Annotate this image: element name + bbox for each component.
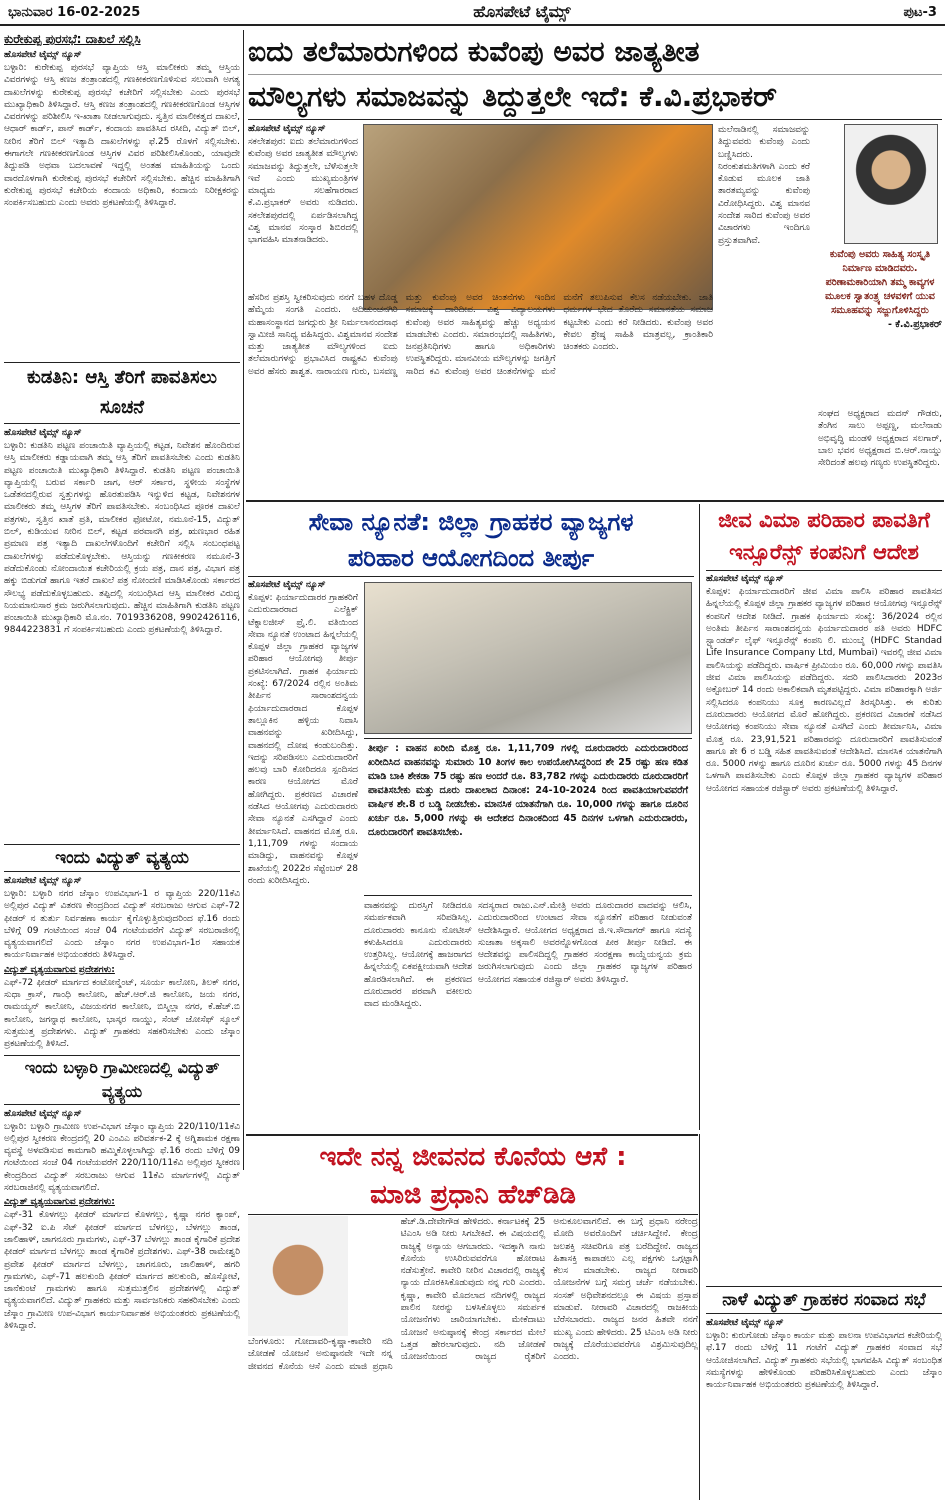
article-byline: ಹೊಸಪೇಟೆ ಟೈಮ್ಸ್ ನ್ಯೂಸ್ <box>248 580 326 590</box>
photo-spacer <box>248 1216 393 1336</box>
masthead <box>0 0 945 26</box>
article-body: ಮಲೆನಾಡಿನಲ್ಲಿ ಸಮಾಜವನ್ನು ತಿದ್ದುವವರು ಕುವೆಂಪು ಎಂದು ಬಣ್ಣಿಸಿದರು. ನಿರಂಕುಶಮತಿಗಳಾಗಿ ಎಂದು ಕರೆ ಕೊಡುವ ಮೂಲಕ ಜಾತಿ ತಾರತಮ್ಯವನ್ನು ಕುವೆಂಪು ವಿರೋಧಿಸಿದ್ದರು. ವಿಶ್ವ ಮಾನವ ಸಂದೇಶ ಸಾರಿದ ಕುವೆಂಪು ಅವರ ವಿಚಾರಗಳು ಇಂದಿಗೂ ಪ್ರಸ್ತುತವಾಗಿವೆ. <box>718 125 810 246</box>
insurance-article <box>706 504 942 1184</box>
article-byline: ಹೊಸಪೇಟೆ ಟೈಮ್ಸ್ ನ್ಯೂಸ್ <box>706 1318 784 1328</box>
speaker-portrait <box>844 124 938 244</box>
column-divider <box>699 1134 700 1500</box>
insurance-headline: ಜೀವ ವಿಮಾ ಪರಿಹಾರ ಪಾವತಿಗೆ ಇನ್ಸೂರೆನ್ಸ್ ಕಂಪನಿಗೆ ಆದೇಶ <box>706 504 942 571</box>
article-body: ಬಳ್ಳಾರಿ: ಬಳ್ಳಾರಿ ಗ್ರಾಮೀಣ ಉಪ-ವಿಭಾಗ ಜೆಸ್ಕಾಂ ವ್ಯಾಪ್ತಿಯ 220/110/11ಕೆವಿ ಅಲ್ಲಿಪುರ ಸ್ವೀಕರಣ ಕೇಂದ್ರದಲ್ಲಿ 20 ಎಂವಿಎ ಪರಿವರ್ತಕ-2 ಕ್ಕೆ ಅಗ್ನಿಶಾಮಕ ರಕ್ಷಣಾ ವ್ಯವಸ್ಥೆ ಅಳವಡಿಸುವ ಕಾಮಗಾರಿ ಹಮ್ಮಿಕೊಳ್ಳಲಾಗಿದ್ದು ಫೆ.16 ರಂದು ಬೆಳಿಗ್ಗೆ 09 ಗಂಟೆಯಿಂದ ಸಂಜೆ 04 ಗಂಟೆಯವರೆಗೆ 220/110/11ಕೆವಿ ಅಲ್ಲಿಪುರ ಸ್ವೀಕರಣ ಕೇಂದ್ರದಿಂದ ವಿದ್ಯುತ್ ಸರಬರಾಜು ಆಗುವ 11ಕೆವಿ ಮಾರ್ಗಗಳಲ್ಲಿ ವಿದ್ಯುತ್ ಸರಬರಾಜಿನಲ್ಲಿ ವ್ಯತ್ಯಯವಾಗಲಿದೆ. <box>4 1121 240 1194</box>
pull-quote <box>818 248 942 408</box>
article-body: ಬೆಂಗಳೂರು: ಗೋದಾವರಿ-ಕೃಷ್ಣಾ-ಕಾವೇರಿ ನದಿ ಜೋಡಣೆ ಯೋಜನೆ ಅನುಷ್ಠಾನವೇ ಇದೇ ನನ್ನ ಜೀವನದ ಕೊನೆಯ ಆಸೆ ಎಂದು ಮಾಜಿ ಪ್ರಧಾನಿ ಹೆಚ್.ಡಿ.ದೇವೇಗೌಡ ಹೇಳಿದರು. ಕರ್ನಾಟಕಕ್ಕೆ 25 ಟಿಎಂಸಿ ಅಡಿ ನೀರು ಸಿಗಬೇಕಿದೆ. ಈ ವಿಷಯದಲ್ಲಿ ರಾಜ್ಯಕ್ಕೆ ಅನ್ಯಾಯ ಆಗಬಾರದು. ಇದಕ್ಕಾಗಿ ನಾನು ಕೊನೆಯ ಉಸಿರಿರುವವರೆಗೂ ಹೋರಾಟ ನಡೆಸುತ್ತೇನೆ. ಕಾವೇರಿ ನೀರಿನ ವಿಚಾರದಲ್ಲಿ ರಾಜ್ಯಕ್ಕೆ ನ್ಯಾಯ ದೊರಕಿಸಿಕೊಡುವುದು ನನ್ನ ಗುರಿ ಎಂದರು. ಕೃಷ್ಣಾ, ಕಾವೇರಿ ಮೊದಲಾದ ನದಿಗಳಲ್ಲಿ ರಾಜ್ಯದ ಪಾಲಿನ ನೀರನ್ನು ಬಳಸಿಕೊಳ್ಳಲು ಸಮರ್ಪಕ ಯೋಜನೆಗಳು ಜಾರಿಯಾಗಬೇಕು. ಮೇಕೆದಾಟು ಯೋಜನೆ ಅನುಷ್ಠಾನಕ್ಕೆ ಕೇಂದ್ರ ಸರ್ಕಾರದ ಮೇಲೆ ಒತ್ತಡ ಹೇರಲಾಗುವುದು. ನದಿ ಜೋಡಣೆ ಯೋಜನೆಯಿಂದ ರಾಜ್ಯದ ರೈತರಿಗೆ ಅನುಕೂಲವಾಗಲಿದೆ. ಈ ಬಗ್ಗೆ ಪ್ರಧಾನಿ ನರೇಂದ್ರ ಮೋದಿ ಅವರೊಂದಿಗೆ ಚರ್ಚಿಸಿದ್ದೇನೆ. ಕೇಂದ್ರ ಜಲಶಕ್ತಿ ಸಚಿವರಿಗೂ ಪತ್ರ ಬರೆದಿದ್ದೇನೆ. ರಾಜ್ಯದ ಹಿತಾಸಕ್ತಿ ಕಾಪಾಡಲು ಎಲ್ಲ ಪಕ್ಷಗಳು ಒಗ್ಗಟ್ಟಾಗಿ ಕೆಲಸ ಮಾಡಬೇಕು. ರಾಜ್ಯದ ನೀರಾವರಿ ಯೋಜನೆಗಳ ಬಗ್ಗೆ ಸಮಗ್ರ ಚರ್ಚೆ ನಡೆಯಬೇಕು. ಸಂಸತ್ ಅಧಿವೇಶನದಲ್ಲೂ ಈ ವಿಷಯ ಪ್ರಸ್ತಾಪ ಮಾಡುವೆ. ನೀರಾವರಿ ವಿಚಾರದಲ್ಲಿ ರಾಜಕೀಯ ಬೆರೆಸಬಾರದು. ರಾಜ್ಯದ ಜನರ ಹಿತವೇ ನನಗೆ ಮುಖ್ಯ ಎಂದು ಹೇಳಿದರು. 25 ಟಿಎಂಸಿ ಅಡಿ ನೀರು ರಾಜ್ಯಕ್ಕೆ ದೊರೆಯುವವರೆಗೂ ವಿಶ್ರಮಿಸುವುದಿಲ್ಲ ಎಂದರು. <box>248 1217 698 1372</box>
article-power-cut-rural <box>4 1055 240 1333</box>
lead-article <box>248 30 942 500</box>
article-body: ಸಂಘದ ಅಧ್ಯಕ್ಷರಾದ ಮದನ್ ಗೌಡರು, ತೆಂಗಿನ ಸಾಲು ಅಪ್ಪಣ್ಣ, ಮಲೆನಾಡು ಅಭಿವೃದ್ಧಿ ಮಂಡಳಿ ಅಧ್ಯಕ್ಷರಾದ ಸಲಗಾರ್, ಬಾಲ ಭವನ ಅಧ್ಯಕ್ಷರಾದ ಬಿ.ಆರ್.ನಾಯ್ಡು ಸೇರಿದಂತೆ ಹಲವು ಗಣ್ಯರು ಉಪಸ್ಥಿತರಿದ್ದರು. <box>818 409 942 469</box>
article-body: ಕೊಪ್ಪಳ: ಫಿರ್ಯಾದುದಾರರಿಗೆ ಜೀವ ವಿಮಾ ಪಾಲಿಸಿ ಪರಿಹಾರ ಪಾವತಿಸದ ಹಿನ್ನಲೆಯಲ್ಲಿ ಕೊಪ್ಪಳ ಜಿಲ್ಲಾ ಗ್ರಾಹಕರ ವ್ಯಾಜ್ಯಗಳ ಪರಿಹಾರ ಆಯೋಗವು ಇನ್ಸೂರೆನ್ಸ್ ಕಂಪನಿಗೆ ಆದೇಶ ನೀಡಿದೆ. ಗ್ರಾಹಕ ಫಿರ್ಯಾದು ಸಂಖ್ಯೆ: 36/2024 ರಲ್ಲಿನ ಅಂತಿಮ ತೀರ್ಪಿನ ಸಾರಾಂಶದನ್ವಯ ಫಿರ್ಯಾದುದಾರರ ಪತಿ ಅವರು HDFC ಸ್ಟ್ಯಾಂಡರ್ಡ್ ಲೈಫ್ ಇನ್ಸೂರೆನ್ಸ್ ಕಂಪನಿ ಲಿ. ಮುಂಬೈ (HDFC Standad Life Insurance Company Ltd, Mumbai) ಇವರಲ್ಲಿ ಜೀವ ವಿಮಾ ಪಾಲಿಸಿಯನ್ನು ಪಡೆದಿದ್ದರು. ವಾರ್ಷಿಕ ಪ್ರೀಮಿಯಂ ರೂ. 60,000 ಗಳನ್ನು ಪಾವತಿಸಿ ಜೀವ ವಿಮಾ ಪಾಲಿಸಿಯನ್ನು ಪಡೆದಿದ್ದರು. ಸದರಿ ಪಾಲಿಸಿದಾರರು 2023ರ ಅಕ್ಟೋಬರ್ 14 ರಂದು ಅಕಾಲಿಕವಾಗಿ ಮೃತಪಟ್ಟಿದ್ದರು. ವಿಮಾ ಪರಿಹಾರಕ್ಕಾಗಿ ಅರ್ಜಿ ಸಲ್ಲಿಸಿದರೂ ಕಂಪನಿಯು ಸೂಕ್ತ ಕಾರಣವಿಲ್ಲದೆ ತಿರಸ್ಕರಿಸಿತ್ತು. ಈ ಕುರಿತು ದೂರುದಾರರು ಆಯೋಗದ ಮೊರೆ ಹೋಗಿದ್ದರು. ಪ್ರಕರಣದ ವಿಚಾರಣೆ ನಡೆಸಿದ ಆಯೋಗವು ಕಂಪನಿಯು ಸೇವಾ ನ್ಯೂನತೆ ಎಸಗಿದೆ ಎಂದು ತೀರ್ಮಾನಿಸಿ, ವಿಮಾ ಮೊತ್ತ ರೂ. 23,91,521 ಪರಿಹಾರವನ್ನು ದೂರುದಾರರಿಗೆ ಪಾವತಿಸುವಂತೆ ಹಾಗೂ ಶೇ 6 ರ ಬಡ್ಡಿ ಸಹಿತ ಪಾವತಿಸುವಂತೆ ಆದೇಶಿಸಿದೆ. ಮಾನಸಿಕ ಯಾತನೆಗಾಗಿ ರೂ. 5000 ಗಳನ್ನು ಹಾಗೂ ದೂರಿನ ಖರ್ಚು ರೂ. 5000 ಗಳನ್ನು 45 ದಿನಗಳ ಒಳಗಾಗಿ ಪಾವತಿಸಬೇಕು ಎಂದು ಕೊಪ್ಪಳ ಜಿಲ್ಲಾ ಗ್ರಾಹಕರ ವ್ಯಾಜ್ಯಗಳ ಪರಿಹಾರ ಆಯೋಗದ ಸಹಾಯಕ ರಜಿಸ್ಟ್ರಾರ್ ಅವರು ಪ್ರಕಟಣೆಯಲ್ಲಿ ತಿಳಿಸಿದ್ದಾರೆ. <box>706 587 942 794</box>
article-byline: ಹೊಸಪೇಟೆ ಟೈಮ್ಸ್ ನ್ಯೂಸ್ <box>248 124 326 134</box>
article-kurekuppa <box>4 32 240 358</box>
section-divider <box>246 1134 698 1136</box>
article-byline: ಹೊಸಪೇಟೆ ಟೈಮ್ಸ್ ನ್ಯೂಸ್ <box>4 50 82 60</box>
article-body: ಬಳ್ಳಾರಿ: ಕುರೇಕುಪ್ಪ ಪುರಸಭೆ ವ್ಯಾಪ್ತಿಯ ಆಸ್ತಿ ಮಾಲೀಕರು ತಮ್ಮ ಆಸ್ತಿಯ ವಿವರಗಳನ್ನು ಆಸ್ತಿ ಕಣಜ ತಂತ್ರಾಂಶದಲ್ಲಿ ಗಣಕೀಕರಣಗೊಳಿಸುವ ಸಲುವಾಗಿ ಅಗತ್ಯ ದಾಖಲೆಗಳನ್ನು ಕುರೇಕುಪ್ಪ ಪುರಸಭೆ ಕಚೇರಿಗೆ ಸಲ್ಲಿಸಬೇಕು ಎಂದು ಪುರಸಭೆ ಮುಖ್ಯಾಧಿಕಾರಿ ತಿಳಿಸಿದ್ದಾರೆ. ಆಸ್ತಿ ಕಣಜ ತಂತ್ರಾಂಶದಲ್ಲಿ ಗಣಕೀಕರಣಗೊಂಡ ಆಸ್ತಿಗಳ ವಿವರಗಳನ್ನು ಪರಿಶೀಲಿಸಿ ಇ-ಖಾತಾ ನೀಡಲಾಗುವುದು. ಸ್ವತ್ತಿನ ಮಾಲೀಕತ್ವದ ದಾಖಲೆ, ಆಧಾರ್ ಕಾರ್ಡ್, ಪಾನ್ ಕಾರ್ಡ್, ಕಂದಾಯ ಪಾವತಿಸಿದ ರಸೀದಿ, ವಿದ್ಯುತ್ ಬಿಲ್, ನೀರಿನ ತೆರಿಗೆ ಬಿಲ್ ಇತ್ಯಾದಿ ದಾಖಲೆಗಳನ್ನು ಫೆ.25 ರೊಳಗೆ ಸಲ್ಲಿಸಬೇಕು. ಈಗಾಗಲೇ ಗಣಕೀಕರಣಗೊಂಡ ಆಸ್ತಿಗಳ ವಿವರ ಪರಿಶೀಲಿಸಿಕೊಂಡು, ಯಾವುದೇ ತಿದ್ದುಪಡಿ ಅಥವಾ ಬದಲಾವಣೆ ಇದ್ದಲ್ಲಿ ಅಂತಹ ಮಾಹಿತಿಯನ್ನು ಒಂದು ವಾರದೊಳಗಾಗಿ ಕುರೇಕುಪ್ಪ ಪುರಸಭೆ ಕಚೇರಿಗೆ ಸಲ್ಲಿಸಬೇಕು. ಹೆಚ್ಚಿನ ಮಾಹಿತಿಗಾಗಿ ಕುರೇಕುಪ್ಪ ಪುರಸಭೆ ಕಚೇರಿಯ ಕಂದಾಯ ಅಧಿಕಾರಿ, ಕಂದಾಯ ನಿರೀಕ್ಷಕರನ್ನು ಸಂಪರ್ಕಿಸಬಹುದು ಎಂದು ಅವರು ಪ್ರಕಟಣೆಯಲ್ಲಿ ತಿಳಿಸಿದ್ದಾರೆ. <box>4 63 240 209</box>
lead-headline-line2: ಮೌಲ್ಯಗಳು ಸಮಾಜವನ್ನು ತಿದ್ದುತ್ತಲೇ ಇದೆ: ಕೆ.ವಿ.ಪ್ರಭಾಕರ್ <box>248 75 942 120</box>
consumer-col2 <box>364 900 472 1128</box>
article-body: ವಾಹನವನ್ನು ದುರಸ್ತಿಗೆ ನೀಡಿದರೂ ಸಮರ್ಪಕವಾಗಿ ಸರಿಪಡಿಸಿಲ್ಲ. ದೂರುದಾರರು ಕಾನೂನು ನೋಟೀಸ್ ಕಳುಹಿಸಿದರೂ ಎದುರುದಾರರು ಉತ್ತರಿಸಿಲ್ಲ. ಆಯೋಗಕ್ಕೆ ಹಾಜರಾಗದ ಹಿನ್ನಲೆಯಲ್ಲಿ ಏಕಪಕ್ಷೀಯವಾಗಿ ಆದೇಶ ಹೊರಡಿಸಲಾಗಿದೆ. ಈ ಪ್ರಕರಣದ ದೂರುದಾರರ ಪರವಾಗಿ ವಕೀಲರು ವಾದ ಮಂಡಿಸಿದ್ದರು. <box>364 901 472 1010</box>
section-divider <box>246 500 944 502</box>
hdd-headline-line1: ಇದೇ ನನ್ನ ಜೀವನದ ಕೊನೆಯ ಆಸೆ : <box>319 1142 627 1172</box>
quote-text: ಕುವೆಂಪು ಅವರು ಸಾಹಿತ್ಯ ಸಂಸ್ಕೃತಿ ನಿರ್ಮಾಣ ಮಾಡಿದವರು. ಪರಿಣಾಮಕಾರಿಯಾಗಿ ತಮ್ಮ ಕಾವ್ಯಗಳ ಮೂಲಕ ಸ್ವಾತಂತ್ರ್ಯ ಚಳವಳಿಗೆ ಯುವ ಸಮೂಹವನ್ನು ಸಜ್ಜುಗೊಳಿಸಿದ್ದರು <box>825 249 935 316</box>
article-byline: ಹೊಸಪೇಟೆ ಟೈಮ್ಸ್ ನ್ಯೂಸ್ <box>706 574 784 584</box>
article-headline: ಕುರೇಕುಪ್ಪ ಪುರಸಭೆ: ದಾಖಲೆ ಸಲ್ಲಿಸಿ <box>4 32 141 46</box>
newspaper-title: ಹೊಸಪೇಟೆ ಟೈಮ್ಸ್ <box>473 2 571 21</box>
article-subhead: ವಿದ್ಯುತ್ ವ್ಯತ್ಯಯವಾಗುವ ಪ್ರದೇಶಗಳು: <box>4 964 115 975</box>
article-body: ಬಳ್ಳಾರಿ: ಬಳ್ಳಾರಿ ನಗರ ಜೆಸ್ಕಾಂ ಉಪವಿಭಾಗ-1 ರ ವ್ಯಾಪ್ತಿಯ 220/11ಕೆವಿ ಅಲ್ಲಿಪುರ ವಿದ್ಯುತ್ ವಿತರಣ ಕೇಂದ್ರದಿಂದ ವಿದ್ಯುತ್ ಸರಬರಾಜು ಆಗುವ ಎಫ್-72 ಫೀಡರ್ ನ ತುರ್ತು ನಿರ್ವಹಣಾ ಕಾರ್ಯ ಕೈಗೊಳ್ಳುತ್ತಿರುವುದರಿಂದ ಫೆ.16 ರಂದು ಬೆಳಿಗ್ಗೆ 09 ಗಂಟೆಯಿಂದ ಸಂಜೆ 04 ಗಂಟೆಯವರೆಗೆ ವಿದ್ಯುತ್ ಸರಬರಾಜಿನಲ್ಲಿ ವ್ಯತ್ಯಯವಾಗಲಿದೆ ಎಂದು ಜೆಸ್ಕಾಂ ನಗರ ಉಪವಿಭಾಗ-1ರ ಸಹಾಯಕ ಕಾರ್ಯನಿರ್ವಾಹಕ ಅಭಿಯಂತರರು ತಿಳಿಸಿದ್ದಾರೆ. <box>4 889 240 961</box>
article-body: ಎಫ್-72 ಫೀಡರ್ ಮಾರ್ಗದ ಕಂಟೋನ್ಮೆಂಟ್, ಸೂರ್ಯ ಕಾಲೋನಿ, ತಿಲಕ್ ನಗರ, ಸುಧಾ ಕ್ರಾಸ್, ಗಾಂಧಿ ಕಾಲೋನಿ, ಹೆಚ್.ಆರ್.ಜಿ ಕಾಲೋನಿ, ಜಯ ನಗರ, ರಾಮಯ್ಯನ್ ಕಾಲೋನಿ, ವಿಜಯನಗರ ಕಾಲೋನಿ, ಬಿಸ್ಮಿಲ್ಲಾ ನಗರ, ಕೆ.ಹೆಚ್.ಬಿ ಕಾಲೋನಿ, ಜಗನ್ನಾಥ ಕಾಲೋನಿ, ಭಾಸ್ಕರ ನಾಯ್ಡು, ಸೆಂಟ್ ಜೋಸೆಫ್ ಸ್ಕೂಲ್ ಸುತ್ತಮುತ್ತ ಪ್ರದೇಶಗಳು. ವಿದ್ಯುತ್ ಗ್ರಾಹಕರು ಸಹಕರಿಸಬೇಕು ಎಂದು ಜೆಸ್ಕಾಂ ಪ್ರಕಟಣೆಯಲ್ಲಿ ತಿಳಿಸಿದೆ. <box>4 977 240 1050</box>
article-body: ಬಳ್ಳಾರಿ: ಕುಡತಿನಿ ಪಟ್ಟಣ ಪಂಚಾಯಿತಿ ವ್ಯಾಪ್ತಿಯಲ್ಲಿ ಕಟ್ಟಡ, ನಿವೇಶನ ಹೊಂದಿರುವ ಆಸ್ತಿ ಮಾಲೀಕರು ಕಡ್ಡಾಯವಾಗಿ ತಮ್ಮ ಆಸ್ತಿ ತೆರಿಗೆ ಪಾವತಿಸಬೇಕು ಎಂದು ಕುಡತಿನಿ ಪಟ್ಟಣ ಪಂಚಾಯಿತಿ ಮುಖ್ಯಾಧಿಕಾರಿ ತಿಳಿಸಿದ್ದಾರೆ. ಕುಡತಿನಿ ಪಟ್ಟಣ ಪಂಚಾಯಿತಿ ವ್ಯಾಪ್ತಿಯಲ್ಲಿ ಬರುವ ಸರ್ಕಾರಿ ಜಾಗ, ಆರ್ ಸರ್ಕಾರ, ಸ್ಥಳೀಯ ಸಂಸ್ಥೆಗಳ ಒಡೆತನದಲ್ಲಿರುವ ಸ್ವತ್ತುಗಳನ್ನು ಹೊರತುಪಡಿಸಿ ಇನ್ನುಳಿದ ಕಟ್ಟಡ, ನಿವೇಶನಗಳ ಮಾಲೀಕರು ತಮ್ಮ ಆಸ್ತಿಗಳ ತೆರಿಗೆ ಪಾವತಿಸಬೇಕು. ಸಂಬಂಧಿಸಿದ ಪೂರಕ ದಾಖಲೆ ಪತ್ರಗಳು, ಸ್ವತ್ತಿನ ಖಾತೆ ಪ್ರತಿ, ಮಾಲೀಕರ ಫೋಟೋ, ನಮೂನೆ-15, ವಿದ್ಯುತ್ ಬಿಲ್, ಕುಡಿಯುವ ನೀರಿನ ಬಿಲ್, ಕಟ್ಟಡ ಪರವಾನಗಿ ಪತ್ರ, ಋಣಭಾರ ರಹಿತ ಪ್ರಮಾಣ ಪತ್ರ ಇತ್ಯಾದಿ ದಾಖಲೆಗಳೊಂದಿಗೆ ಕಚೇರಿಗೆ ಸಲ್ಲಿಸಿ ಸಂಬಂಧಪಟ್ಟ ದಾಖಲೆಗಳನ್ನು ಪಡೆದುಕೊಳ್ಳಬೇಕು. ಆಸ್ತಿಯನ್ನು ಗಣಕೀಕರಣ ನಮೂನೆ-3 ಪಡೆದುಕೊಂಡು ನೋಂದಾಯಿತ ಕಚೇರಿಯಲ್ಲಿ ಕ್ರಯ ಪತ್ರ, ದಾನ ಪತ್ರ, ವಿಭಾಗ ಪತ್ರ ಹಕ್ಕು ಬಿಡುಗಡೆ ಹಾಗೂ ಇತರೆ ದಾಖಲೆ ಪತ್ರ ನೋಂದಣಿ ಮಾಡಿಸಿಕೊಂಡು ಸರ್ಕಾರದ ಸೌಲಭ್ಯ ಪಡೆದುಕೊಳ್ಳಬಹುದು. ತಪ್ಪಿದಲ್ಲಿ ಸಂಬಂಧಿಸಿದ ಆಸ್ತಿ ಮಾಲೀಕರ ವಿರುದ್ಧ ನಿಯಮಾನುಸಾರ ಕ್ರಮ ಜರುಗಿಸಲಾಗುವುದು. ಹೆಚ್ಚಿನ ಮಾಹಿತಿಗಾಗಿ ಕುಡತಿನಿ ಪಟ್ಟಣ ಪಂಚಾಯಿತಿ ಮುಖ್ಯಾಧಿಕಾರಿ ಮೊ.ನಂ. 7019336208, 9902426116, 9844223831 ಗೆ ಸಂಪರ್ಕಿಸಬಹುದು ಎಂದು ಪ್ರಕಟಣೆಯಲ್ಲಿ ತಿಳಿಸಿದ್ದಾರೆ. <box>4 441 240 636</box>
hdd-body-columns <box>248 1216 698 1500</box>
article-headline: ಕುಡತಿನಿ: ಆಸ್ತಿ ತೆರಿಗೆ ಪಾವತಿಸಲು ಸೂಚನೆ <box>4 362 240 424</box>
article-power-cut-city <box>4 844 240 1051</box>
grahaka-article <box>706 1282 942 1500</box>
grahaka-headline: ನಾಳೆ ವಿದ್ಯುತ್ ಗ್ರಾಹಕರ ಸಂವಾದ ಸಭೆ <box>706 1286 942 1314</box>
article-byline: ಹೊಸಪೇಟೆ ಟೈಮ್ಸ್ ನ್ಯೂಸ್ <box>4 428 82 438</box>
lead-body-columns <box>248 292 713 498</box>
commission-photo <box>364 582 692 734</box>
article-body: ಕೊಪ್ಪಳ: ಫಿರ್ಯಾದುದಾರರ ಗ್ರಾಹಕರಿಗೆ ಎದುರುದಾರರಾದ ಎಲೆಕ್ಟ್ರಿಕ್ ಟೆಕ್ನಾಲಜೀಸ್ ಪ್ರೈ.ಲಿ. ವತಿಯಿಂದ ಸೇವಾ ನ್ಯೂನತೆ ಉಂಟಾದ ಹಿನ್ನಲೆಯಲ್ಲಿ ಕೊಪ್ಪಳ ಜಿಲ್ಲಾ ಗ್ರಾಹಕರ ವ್ಯಾಜ್ಯಗಳ ಪರಿಹಾರ ಆಯೋಗವು ತೀರ್ಪು ಪ್ರಕಟಿಸಲಾಗಿದೆ. ಗ್ರಾಹಕ ಫಿರ್ಯಾದು ಸಂಖ್ಯೆ: 67/2024 ರಲ್ಲಿನ ಅಂತಿಮ ತೀರ್ಪಿನ ಸಾರಾಂಶದನ್ವಯ ಫಿರ್ಯಾದುದಾರರಾದ ಕೊಪ್ಪಳ ತಾಲ್ಲೂಕಿನ ಹಳ್ಳಿಯ ನಿವಾಸಿ ವಾಹನವನ್ನು ಖರೀದಿಸಿದ್ದು, ವಾಹನದಲ್ಲಿ ದೋಷ ಕಂಡುಬಂದಿತ್ತು. ಇದನ್ನು ಸರಿಪಡಿಸಲು ಎದುರುದಾರರಿಗೆ ಹಲವು ಬಾರಿ ಕೋರಿದರೂ ಸ್ಪಂದಿಸದ ಕಾರಣ ಆಯೋಗದ ಮೊರೆ ಹೋಗಿದ್ದರು. ಪ್ರಕರಣದ ವಿಚಾರಣೆ ನಡೆಸಿದ ಆಯೋಗವು ಎದುರುದಾರರು ಸೇವಾ ನ್ಯೂನತೆ ಎಸಗಿದ್ದಾರೆ ಎಂದು ತೀರ್ಮಾನಿಸಿದೆ. ವಾಹನದ ಮೊತ್ತ ರೂ. 1,11,709 ಗಳನ್ನು ಸಂದಾಯ ಮಾಡಿದ್ದು, ವಾಹನವನ್ನು ಕೊಪ್ಪಳ ಶಾಖೆಯಲ್ಲಿ 2022ರ ಸೆಪ್ಟೆಂಬರ್ 28 ರಂದು ಖರೀದಿಸಿದ್ದರು. <box>248 593 358 886</box>
article-body: ಹೆಸರಿನ ಪ್ರಶಸ್ತಿ ಸ್ವೀಕರಿಸುವುದು ನನಗೆ ಬಹಳ ದೊಡ್ಡ ಹೆಮ್ಮೆಯ ಸಂಗತಿ ಎಂದರು. ಆದಿಚುಂಚನಗಿರಿ ಮಹಾಸಂಸ್ಥಾನದ ಜಗದ್ಗುರು ಶ್ರೀ ನಿರ್ಮಲಾನಂದನಾಥ ಸ್ವಾಮೀಜಿ ಸಾನಿಧ್ಯ ವಹಿಸಿದ್ದರು. ವಿಶ್ವಮಾನವ ಸಂದೇಶ ಮತ್ತು ಜಾತ್ಯತೀತ ಮೌಲ್ಯಗಳಿಂದ ಐದು ತಲೆಮಾರುಗಳನ್ನು ಪ್ರಭಾವಿಸಿದ ರಾಷ್ಟ್ರಕವಿ ಕುವೆಂಪು ಅವರ ಹೆಸರು ಶಾಶ್ವತ. ನಾರಾಯಣ ಗುರು, ಬಸವಣ್ಣ ಮತ್ತು ಕುವೆಂಪು ಅವರ ಚಿಂತನೆಗಳು ಇಂದಿನ ಸಮಾಜಕ್ಕೆ ದಾರಿದೀಪ. ವಿಶ್ವ ವಿದ್ಯಾಲಯಗಳು ಕುವೆಂಪು ಅವರ ಸಾಹಿತ್ಯವನ್ನು ಹೆಚ್ಚು ಅಧ್ಯಯನ ಮಾಡಬೇಕು ಎಂದರು. ಸಮಾರಂಭದಲ್ಲಿ ಸಾಹಿತಿಗಳು, ಜನಪ್ರತಿನಿಧಿಗಳು ಹಾಗೂ ಅಧಿಕಾರಿಗಳು ಉಪಸ್ಥಿತರಿದ್ದರು. ಮಾನವೀಯ ಮೌಲ್ಯಗಳನ್ನು ಜಗತ್ತಿಗೆ ಸಾರಿದ ಕವಿ ಕುವೆಂಪು ಅವರ ಚಿಂತನೆಗಳನ್ನು ಮನೆ ಮನೆಗೆ ತಲುಪಿಸುವ ಕೆಲಸ ನಡೆಯಬೇಕು. ಜಾತಿ ಧರ್ಮಗಳ ಭೇದ ತೊರೆದು ಸಮಾನತೆಯ ಸಮಾಜ ಕಟ್ಟಬೇಕು ಎಂದು ಕರೆ ನೀಡಿದರು. ಕುವೆಂಪು ಅವರ ಕೇವಲ ಶ್ರೇಷ್ಠ ಸಾಹಿತಿ ಮಾತ್ರವಲ್ಲ, ಕ್ರಾಂತಿಕಾರಿ ಚಿಂತಕರು ಎಂದರು. <box>248 293 713 377</box>
lead-headline-line1: ಐದು ತಲೆಮಾರುಗಳಿಂದ ಕುವೆಂಪು ಅವರ ಜಾತ್ಯತೀತ <box>248 30 942 75</box>
article-body: ಎಫ್-31 ಕೊಳಗಲ್ಲು ಫೀಡರ್ ಮಾರ್ಗದ ಕೊಳಗಲ್ಲು, ಕೃಷ್ಣಾ ನಗರ ಕ್ಯಾಂಪ್, ಎಫ್-32 ಐ.ಪಿ ಸೆಟ್ ಫೀಡರ್ ಮಾರ್ಗದ ಬೆಳಗಲ್ಲು, ಬೆಳಗಲ್ಲು ತಾಂಡ, ಜಾಲಿಹಾಳ್, ಚಾಗನೂರು ಗ್ರಾಮಗಳು, ಎಫ್-37 ಬೆಳಗಲ್ಲು ತಾಂಡ ಕೈಗಾರಿಕೆ ಪ್ರದೇಶ ಫೀಡರ್ ಮಾರ್ಗದ ಬೆಳಗಲ್ಲು ತಾಂಡ ಕೈಗಾರಿಕೆ ಪ್ರದೇಶಗಳು. ಎಫ್-38 ರಾಮೇಶ್ವರಿ ಪ್ರವೇಶ ಫೀಡರ್ ಮಾರ್ಗದ ಬೆಳಗಲ್ಲು, ಚಾಗನೂರು, ಜಾಲಿಹಾಳ್, ಹಗರಿ ಗ್ರಾಮಗಳು, ಎಫ್-71 ಹಲಕುಂದಿ ಫೀಡರ್ ಮಾರ್ಗದ ಹಲಕುಂದಿ, ಹೊಸ್ಕೋಟೆ, ಜಾನೆಕುಂಟೆ ಗ್ರಾಮಗಳು ಹಾಗೂ ಸುತ್ತಮುತ್ತಲಿನ ಪ್ರದೇಶಗಳಲ್ಲಿ ವಿದ್ಯುತ್ ವ್ಯತ್ಯಯವಾಗಲಿದೆ. ವಿದ್ಯುತ್ ಗ್ರಾಹಕರು ಮತ್ತು ಸಾರ್ವಜನಿಕರು ಸಹಕರಿಸಬೇಕು ಎಂದು ಜೆಸ್ಕಾಂ ಗ್ರಾಮೀಣ ಉಪ-ವಿಭಾಗ ಕಾರ್ಯನಿರ್ವಾಹಕ ಅಭಿಯಂತರರು ಪ್ರಕಟಣೆಯಲ್ಲಿ ತಿಳಿಸಿದ್ದಾರೆ. <box>4 1210 240 1332</box>
consumer-headline-line1: ಸೇವಾ ನ್ಯೂನತೆ: ಜಿಲ್ಲಾ ಗ್ರಾಹಕರ ವ್ಯಾಜ್ಯಗಳ <box>308 508 634 536</box>
consumer-col1 <box>248 580 358 1128</box>
lead-side-text <box>718 124 810 370</box>
column-divider <box>243 30 244 1170</box>
article-headline: ಇಂದು ವಿದ್ಯುತ್ ವ್ಯತ್ಯಯ <box>4 844 240 872</box>
article-kudathini <box>4 428 240 840</box>
article-body: ಸದಸ್ಯರಾದ ರಾಜು.ಎನ್.ಮೇತ್ರಿ ಅವರು ದೂರುದಾರರ ವಾದವನ್ನು ಆಲಿಸಿ, ಎದುರುದಾರರಿಂದ ಉಂಟಾದ ಸೇವಾ ನ್ಯೂನತೆಗೆ ಪರಿಹಾರ ನೀಡುವಂತೆ ಆದೇಶಿಸಿದ್ದಾರೆ. ಆಯೋಗದ ಅಧ್ಯಕ್ಷರಾದ ಜಿ.ಇ.ಸೌದಾಗರ್ ಹಾಗೂ ಸದಸ್ಯೆ ಸುಜಾತಾ ಅಕ್ಕಸಾಲಿ ಅವರನ್ನೊಳಗೊಂಡ ಪೀಠ ತೀರ್ಪು ನೀಡಿದೆ. ಈ ಆದೇಶವನ್ನು ಪಾಲಿಸದಿದ್ದಲ್ಲಿ ಗ್ರಾಹಕರ ಸಂರಕ್ಷಣಾ ಕಾಯ್ದೆಯನ್ವಯ ಕ್ರಮ ಜರುಗಿಸಲಾಗುವುದು ಎಂದು ಜಿಲ್ಲಾ ಗ್ರಾಹಕರ ವ್ಯಾಜ್ಯಗಳ ಪರಿಹಾರ ಆಯೋಗದ ಸಹಾಯಕ ರಜಿಸ್ಟ್ರಾರ್ ಅವರು ತಿಳಿಸಿದ್ದಾರೆ. <box>478 901 692 985</box>
consumer-headline-line2: ಪರಿಹಾರ ಆಯೋಗದಿಂದ ತೀರ್ಪು <box>248 540 694 577</box>
article-body: ಸಕಲೇಶಪುರ: ಐದು ತಲೆಮಾರುಗಳಿಂದ ಕುವೆಂಪು ಅವರ ಜಾತ್ಯತೀತ ಮೌಲ್ಯಗಳು ಸಮಾಜವನ್ನು ತಿದ್ದುತ್ತಲೇ, ಬೆಳೆಸುತ್ತಲೇ ಇವೆ ಎಂದು ಮುಖ್ಯಮಂತ್ರಿಗಳ ಮಾಧ್ಯಮ ಸಲಹೆಗಾರರಾದ ಕೆ.ವಿ.ಪ್ರಭಾಕರ್ ಅವರು ನುಡಿದರು. ಸಕಲೇಶಪುರದಲ್ಲಿ ಏರ್ಪಡಿಸಲಾಗಿದ್ದ ವಿಶ್ವ ಮಾನವ ಸಂಸ್ಕಾರ ಶಿಬಿರದಲ್ಲಿ ಭಾಗವಹಿಸಿ ಮಾತನಾಡಿದರು. <box>248 137 358 246</box>
verdict-highlight <box>364 738 692 896</box>
hdd-headline-line2: ಮಾಜಿ ಪ್ರಧಾನಿ ಹೆಚ್‌ಡಿಡಿ <box>248 1176 698 1215</box>
quote-attribution: - ಕೆ.ವಿ.ಪ್ರಭಾಕರ್ <box>888 319 942 330</box>
article-subhead: ವಿದ್ಯುತ್ ವ್ಯತ್ಯಯವಾಗುವ ಪ್ರದೇಶಗಳು: <box>4 1197 115 1208</box>
lead-intro <box>248 124 358 284</box>
consumer-col3 <box>478 900 692 1128</box>
article-byline: ಹೊಸಪೇಟೆ ಟೈಮ್ಸ್ ನ್ಯೂಸ್ <box>4 1108 82 1119</box>
column-divider <box>699 504 700 1130</box>
article-body: ಬಳ್ಳಾರಿ: ಕುರುಗೋಡು ಜೆಸ್ಕಾಂ ಕಾರ್ಯ ಮತ್ತು ಪಾಲನಾ ಉಪವಿಭಾಗದ ಕಚೇರಿಯಲ್ಲಿ ಫೆ.17 ರಂದು ಬೆಳಿಗ್ಗೆ 11 ಗಂಟೆಗೆ ವಿದ್ಯುತ್ ಗ್ರಾಹಕರ ಸಂವಾದ ಸಭೆ ಆಯೋಜಿಸಲಾಗಿದೆ. ವಿದ್ಯುತ್ ಗ್ರಾಹಕರು ಸಭೆಯಲ್ಲಿ ಭಾಗವಹಿಸಿ ವಿದ್ಯುತ್ ಸಂಬಂಧಿತ ಸಮಸ್ಯೆಗಳನ್ನು ಹೇಳಿಕೊಂಡು ಪರಿಹರಿಸಿಕೊಳ್ಳಬಹುದು ಎಂದು ಜೆಸ್ಕಾಂ ಕಾರ್ಯನಿರ್ವಾಹಕ ಅಭಿಯಂತರರು ಪ್ರಕಟಣೆಯಲ್ಲಿ ತಿಳಿಸಿದ್ದಾರೆ. <box>706 1331 942 1391</box>
article-byline: ಹೊಸಪೇಟೆ ಟೈಮ್ಸ್ ನ್ಯೂಸ್ <box>4 876 82 886</box>
consumer-article <box>248 504 694 1132</box>
article-headline: ಇಂದು ಬಳ್ಳಾರಿ ಗ್ರಾಮೀಣದಲ್ಲಿ ವಿದ್ಯುತ್ ವ್ಯತ್ಯಯ <box>4 1055 240 1105</box>
issue-date: ಭಾನುವಾರ 16-02-2025 <box>8 4 141 20</box>
left-column <box>4 32 240 1500</box>
lead-tail <box>818 408 942 498</box>
page-number: ಪುಟ-3 <box>903 4 937 20</box>
verdict-text: ತೀರ್ಪು : ವಾಹನ ಖರೀದಿ ಮೊತ್ತ ರೂ. 1,11,709 ಗಳಲ್ಲಿ ದೂರುದಾರರು ಎದುರುದಾರರಿಂದ ಖರೀದಿಸಿದ ವಾಹನವನ್ನು ಸುಮಾರು 10 ತಿಂಗಳ ಕಾಲ ಉಪಯೋಗಿಸಿದ್ದರಿಂದ ಶೇ 25 ರಷ್ಟು ಹಣ ಕಡಿತ ಮಾಡಿ ಬಾಕಿ ಶೇಕಡಾ 75 ರಷ್ಟು ಹಣ ಅಂದರೆ ರೂ. 83,782 ಗಳನ್ನು ಎದುರುದಾರರು ದೂರುದಾರರಿಗೆ ಪಾವತಿಸಬೇಕು ಮತ್ತು ದೂರು ದಾಖಲಾದ ದಿನಾಂಕ: 24-10-2024 ರಿಂದ ಪಾವತಿಯಾಗುವವರೆಗೆ ವಾರ್ಷಿಕ ಶೇ.8 ರ ಬಡ್ಡಿ ನೀಡಬೇಕು. ಮಾನಸಿಕ ಯಾತನೆಗಾಗಿ ರೂ. 10,000 ಗಳನ್ನು ಹಾಗೂ ದೂರಿನ ಖರ್ಚು ರೂ. 5,000 ಗಳನ್ನು ಈ ಆದೇಶದ ದಿನಾಂಕದಿಂದ 45 ದಿನಗಳ ಒಳಗಾಗಿ ಎದುರುದಾರರು, ದೂರುದಾರರಿಗೆ ಪಾವತಿಸಬೇಕು. <box>368 743 688 838</box>
ceremony-photo <box>363 124 713 310</box>
hdd-article <box>248 1138 698 1500</box>
